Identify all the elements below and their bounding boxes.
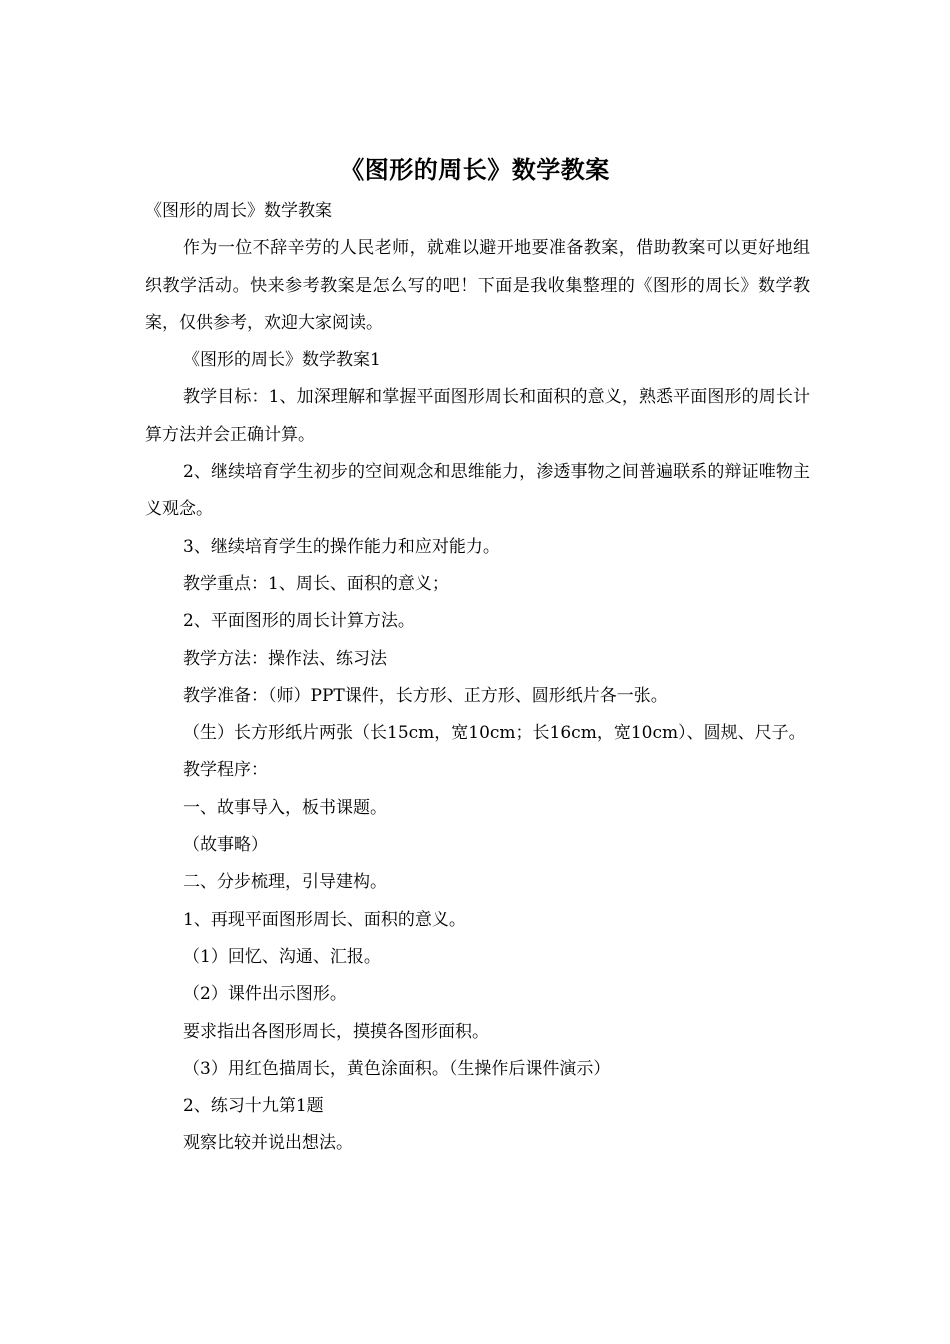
paragraph-prep-teacher: 教学准备：（师）PPT课件，长方形、正方形、圆形纸片各一张。 <box>183 685 668 706</box>
paragraph-exercise: 2、练习十九第1题 <box>183 1096 324 1117</box>
paragraph-step-1: 一、故事导入，板书课题。 <box>183 797 387 818</box>
paragraph-requirement: 要求指出各图形周长，摸摸各图形面积。 <box>183 1021 489 1042</box>
paragraph-subtitle: 《图形的周长》数学教案 <box>145 201 332 221</box>
paragraph-story-omitted: （故事略） <box>183 835 268 856</box>
paragraph-teaching-goal-2: 2、继续培育学生初步的空间观念和思维能力，渗透事物之间普遍联系的辩证唯物主义观念。 <box>145 462 810 520</box>
paragraph-step-2: 二、分步梳理，引导建构。 <box>183 872 387 893</box>
paragraph-step-2-1-c: （3）用红色描周长，黄色涂面积。（生操作后课件演示） <box>183 1058 611 1079</box>
paragraph-teaching-goal-3: 3、继续培育学生的操作能力和应对能力。 <box>183 536 500 557</box>
paragraph-procedure: 教学程序： <box>183 760 268 781</box>
paragraph-intro: 作为一位不辞辛劳的人民老师，就难以避开地要准备教案，借助教案可以更好地组织教学活动。快来参考教案是怎么写的吧！下面是我收集整理的《图形的周长》数学教案，仅供参考，欢迎大家阅读。 <box>145 238 810 333</box>
paragraph-teaching-method: 教学方法：操作法、练习法 <box>183 648 387 669</box>
paragraph-key-point-2: 2、平面图形的周长计算方法。 <box>183 611 415 632</box>
paragraph-key-point-1: 教学重点：1、周长、面积的意义； <box>183 573 449 594</box>
paragraph-section-heading: 《图形的周长》数学教案1 <box>183 350 381 371</box>
paragraph-prep-student: （生）长方形纸片两张（长15cm，宽10cm；长16cm，宽10cm）、圆规、尺子。 <box>183 723 806 744</box>
paragraph-step-2-1-a: （1）回忆、沟通、汇报。 <box>183 946 381 967</box>
paragraph-step-2-1-b: （2）课件出示图形。 <box>183 984 347 1005</box>
document-title: 《图形的周长》数学教案 <box>340 156 610 184</box>
paragraph-observe: 观察比较并说出想法。 <box>183 1133 353 1154</box>
document-body <box>145 193 810 1163</box>
paragraph-step-2-1: 1、再现平面图形周长、面积的意义。 <box>183 909 466 930</box>
paragraph-teaching-goal-1: 教学目标：1、加深理解和掌握平面图形周长和面积的意义，熟悉平面图形的周长计算方法并会正确计算。 <box>145 387 810 445</box>
